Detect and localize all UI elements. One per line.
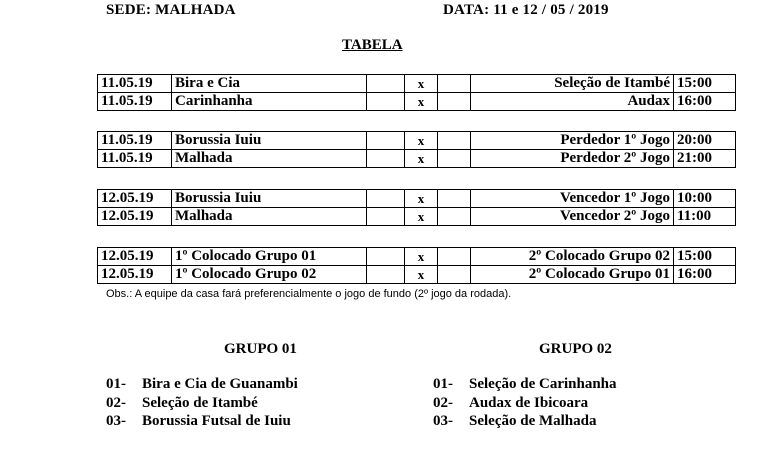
team-number: 03- — [106, 413, 126, 429]
team-name: Borussia Futsal de Iuiu — [142, 413, 291, 429]
game-date: 11.05.19 — [98, 93, 172, 111]
home-score-cell — [367, 208, 405, 226]
round-2-table — [97, 131, 736, 168]
game-time: 10:00 — [674, 190, 736, 208]
group-2-title: GRUPO 02 — [539, 341, 612, 357]
list-item — [106, 412, 298, 431]
table-row — [98, 190, 736, 208]
team-name: Seleção de Carinhanha — [469, 376, 617, 392]
away-score-cell — [438, 208, 471, 226]
game-time: 21:00 — [674, 150, 736, 168]
observation-note: Obs.: A equipe da casa fará preferencialmente o jogo de fundo (2º jogo da rodada). — [106, 288, 512, 300]
home-score-cell — [367, 266, 405, 284]
team-name: Seleção de Itambé — [142, 394, 258, 411]
home-team: Malhada — [172, 208, 367, 226]
game-date: 12.05.19 — [98, 248, 172, 266]
home-team: Borussia Iuiu — [172, 190, 367, 208]
away-team: Audax — [471, 93, 674, 111]
versus-mark: x — [405, 132, 438, 150]
table-row — [98, 132, 736, 150]
round-4-table — [97, 247, 736, 284]
home-score-cell — [367, 190, 405, 208]
team-number: 01- — [106, 376, 126, 392]
schedule-title: TABELA — [342, 37, 403, 53]
game-date: 12.05.19 — [98, 266, 172, 284]
home-score-cell — [367, 248, 405, 266]
table-row — [98, 75, 736, 93]
away-score-cell — [438, 75, 471, 93]
away-team: 2º Colocado Grupo 01 — [471, 266, 674, 284]
away-team: Vencedor 1º Jogo — [471, 190, 674, 208]
away-team: Perdedor 1º Jogo — [471, 132, 674, 150]
home-team: 1º Colocado Grupo 01 — [172, 248, 367, 266]
home-score-cell — [367, 150, 405, 168]
away-score-cell — [438, 93, 471, 111]
versus-mark: x — [405, 266, 438, 284]
game-time: 16:00 — [674, 266, 736, 284]
group-2-list — [433, 375, 617, 431]
versus-mark: x — [405, 248, 438, 266]
home-score-cell — [367, 75, 405, 93]
list-item — [106, 394, 298, 413]
game-date: 11.05.19 — [98, 150, 172, 168]
game-time: 20:00 — [674, 132, 736, 150]
away-team: Seleção de Itambé — [471, 75, 674, 93]
away-team: Perdedor 2º Jogo — [471, 150, 674, 168]
versus-mark: x — [405, 190, 438, 208]
away-score-cell — [438, 132, 471, 150]
game-time: 15:00 — [674, 75, 736, 93]
game-time: 15:00 — [674, 248, 736, 266]
home-score-cell — [367, 132, 405, 150]
game-date: 12.05.19 — [98, 208, 172, 226]
away-score-cell — [438, 266, 471, 284]
away-score-cell — [438, 190, 471, 208]
table-row — [98, 150, 736, 168]
venue-label: SEDE: MALHADA — [106, 2, 236, 18]
versus-mark: x — [405, 75, 438, 93]
team-name: Audax de Ibicoara — [469, 394, 589, 411]
game-time: 16:00 — [674, 93, 736, 111]
home-team: Malhada — [172, 150, 367, 168]
versus-mark: x — [405, 93, 438, 111]
table-row — [98, 266, 736, 284]
team-number: 03- — [433, 413, 453, 429]
team-number: 02- — [106, 394, 126, 411]
away-score-cell — [438, 248, 471, 266]
group-1-list — [106, 375, 298, 431]
away-team: 2º Colocado Grupo 02 — [471, 248, 674, 266]
list-item — [433, 394, 617, 413]
group-1-title: GRUPO 01 — [224, 341, 297, 357]
home-team: 1º Colocado Grupo 02 — [172, 266, 367, 284]
game-time: 11:00 — [674, 208, 736, 226]
home-team: Carinhanha — [172, 93, 367, 111]
home-team: Bira e Cia — [172, 75, 367, 93]
away-team: Vencedor 2º Jogo — [471, 208, 674, 226]
list-item — [433, 412, 617, 431]
date-label: DATA: 11 e 12 / 05 / 2019 — [443, 2, 609, 18]
team-name: Bira e Cia de Guanambi — [142, 376, 298, 392]
team-number: 01- — [433, 376, 453, 392]
home-team: Borussia Iuiu — [172, 132, 367, 150]
team-name: Seleção de Malhada — [469, 413, 597, 429]
versus-mark: x — [405, 150, 438, 168]
table-row — [98, 248, 736, 266]
list-item — [106, 375, 298, 394]
table-row — [98, 208, 736, 226]
table-row — [98, 93, 736, 111]
game-date: 11.05.19 — [98, 75, 172, 93]
round-3-table — [97, 189, 736, 226]
home-score-cell — [367, 93, 405, 111]
away-score-cell — [438, 150, 471, 168]
game-date: 11.05.19 — [98, 132, 172, 150]
team-number: 02- — [433, 394, 453, 411]
versus-mark: x — [405, 208, 438, 226]
round-1-table — [97, 74, 736, 111]
list-item — [433, 375, 617, 394]
game-date: 12.05.19 — [98, 190, 172, 208]
